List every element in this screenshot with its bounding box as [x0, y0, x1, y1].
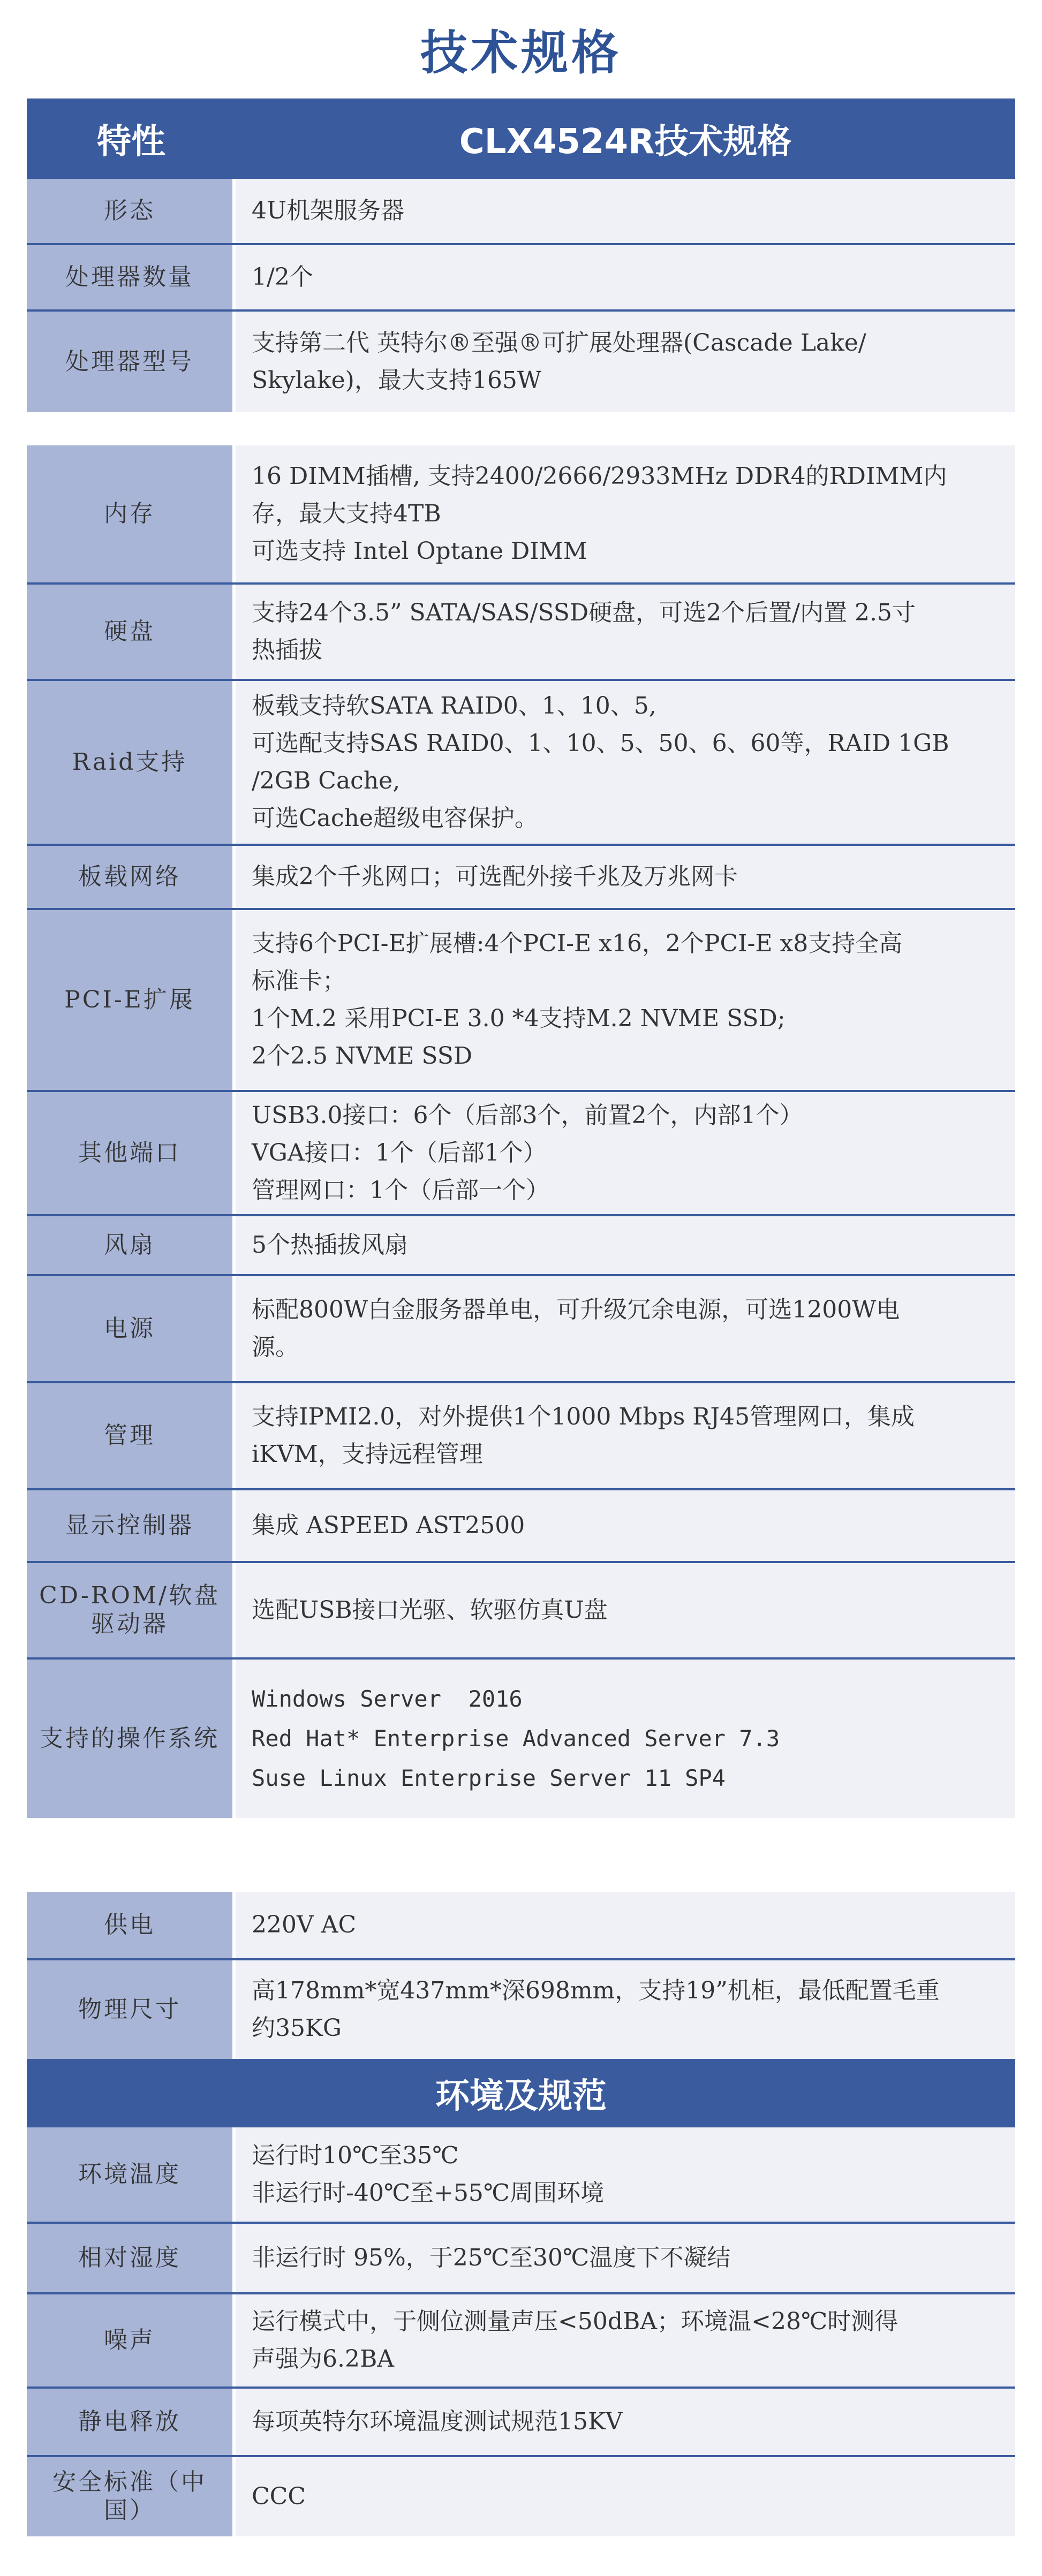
table-row: [27, 910, 1015, 1092]
row-label: 显示控制器: [27, 1490, 232, 1561]
spec-table-basic: [27, 179, 1015, 412]
header-feature: 特性: [97, 122, 165, 162]
row-label: PCI-E扩展: [27, 910, 232, 1090]
row-label: 处理器数量: [27, 245, 232, 309]
header-spec: CLX4524R技术规格: [459, 122, 792, 162]
row-value: 板载支持软SATA RAID0、1、10、5, 可选配支持SAS RAID0、1、10、5、50、6、60等，RAID 1GB /2GB Cache, 可选Cache超级电容保护。: [252, 692, 949, 832]
table-row: [27, 2457, 1015, 2536]
spec-table-header: [27, 99, 1015, 179]
spec-table-hardware: [27, 445, 1015, 1818]
row-label: 内存: [27, 445, 232, 582]
row-label: 风扇: [27, 1216, 232, 1274]
table-row: [27, 2389, 1015, 2457]
table-row: [27, 585, 1015, 681]
row-label: 其他端口: [27, 1092, 232, 1214]
table-row: [27, 2294, 1015, 2389]
row-value: 5个热插拔风扇: [252, 1231, 408, 1259]
row-value: Windows Server 2016 Red Hat* Enterprise Advanced Server 7.3 Suse Linux Enterprise Server 11 SP4: [252, 1686, 780, 1791]
environment-section-title: 环境及规范: [27, 2059, 1015, 2127]
row-value: 选配USB接口光驱、软驱仿真U盘: [252, 1596, 608, 1624]
row-label: 环境温度: [27, 2127, 232, 2222]
row-label: Raid支持: [27, 681, 232, 844]
table-row: [27, 2127, 1015, 2224]
row-value: USB3.0接口：6个（后部3个，前置2个，内部1个） VGA接口：1个（后部1个） 管理网口：1个（后部一个）: [252, 1102, 803, 1204]
table-row: [27, 1276, 1015, 1383]
table-row: [27, 681, 1015, 846]
table-row: [27, 1490, 1015, 1563]
table-row: [27, 1892, 1015, 1960]
table-row: [27, 1660, 1015, 1818]
table-row: [27, 846, 1015, 910]
row-value: 运行模式中，于侧位测量声压<50dBA；环境温<28℃时测得 声强为6.2BA: [252, 2308, 898, 2373]
row-label: 相对湿度: [27, 2224, 232, 2292]
row-value: 支持24个3.5” SATA/SAS/SSD硬盘，可选2个后置/内置 2.5寸 热插拔: [252, 599, 916, 664]
row-label: 管理: [27, 1383, 232, 1488]
table-row: [27, 1960, 1015, 2059]
table-row: [27, 2224, 1015, 2294]
table-row: [27, 1216, 1015, 1276]
row-label: 安全标准（中国）: [27, 2457, 232, 2536]
table-row: [27, 1383, 1015, 1490]
row-value: 支持IPMI2.0，对外提供1个1000 Mbps RJ45管理网口，集成 iKVM，支持远程管理: [252, 1403, 915, 1468]
table-row: [27, 245, 1015, 312]
row-label: 形态: [27, 179, 232, 243]
row-value: 220V AC: [252, 1911, 357, 1938]
row-value: 集成2个千兆网口；可选配外接千兆及万兆网卡: [252, 863, 738, 890]
row-value: 标配800W白金服务器单电，可升级冗余电源，可选1200W电 源。: [252, 1296, 900, 1361]
table-row: [27, 1092, 1015, 1216]
row-value: 支持6个PCI-E扩展槽:4个PCI-E x16，2个PCI-E x8支持全高 标准卡； 1个M.2 采用PCI-E 3.0 *4支持M.2 NVME SSD; 2个2.5 NVME SSD: [252, 930, 903, 1070]
row-label: 噪声: [27, 2294, 232, 2386]
row-label: 硬盘: [27, 585, 232, 679]
row-label: 静电释放: [27, 2389, 232, 2455]
row-label: 物理尺寸: [27, 1960, 232, 2059]
row-label: 板载网络: [27, 846, 232, 908]
row-value: 非运行时 95%，于25℃至30℃温度下不凝结: [252, 2244, 731, 2271]
table-row: [27, 312, 1015, 412]
table-row: [27, 179, 1015, 245]
table-row: [27, 1563, 1015, 1660]
row-value: 支持第二代 英特尔®至强®可扩展处理器(Cascade Lake/ Skylake)，最大支持165W: [252, 329, 866, 394]
row-value: 1/2个: [252, 263, 313, 291]
row-value: 高178mm*宽437mm*深698mm，支持19”机柜，最低配置毛重 约35KG: [252, 1977, 940, 2042]
row-value: 4U机架服务器: [252, 197, 405, 224]
row-label: 处理器型号: [27, 312, 232, 412]
row-label: 支持的操作系统: [27, 1660, 232, 1818]
row-value: 集成 ASPEED AST2500: [252, 1512, 525, 1539]
row-label: CD-ROM/软盘驱动器: [27, 1563, 232, 1657]
spec-table-power: [27, 1892, 1015, 2059]
row-label: 供电: [27, 1892, 232, 1958]
row-value: 运行时10℃至35℃ 非运行时-40℃至+55℃周围环境: [252, 2142, 605, 2207]
row-value: CCC: [252, 2483, 306, 2510]
table-row: [27, 445, 1015, 585]
row-value: 每项英特尔环境温度测试规范15KV: [252, 2408, 623, 2435]
row-label: 电源: [27, 1276, 232, 1381]
page-title: 技术规格: [420, 25, 622, 80]
spec-table-environment: [27, 2127, 1015, 2536]
row-value: 16 DIMM插槽, 支持2400/2666/2933MHz DDR4的RDIMM内 存，最大支持4TB 可选支持 Intel Optane DIMM: [252, 463, 947, 565]
